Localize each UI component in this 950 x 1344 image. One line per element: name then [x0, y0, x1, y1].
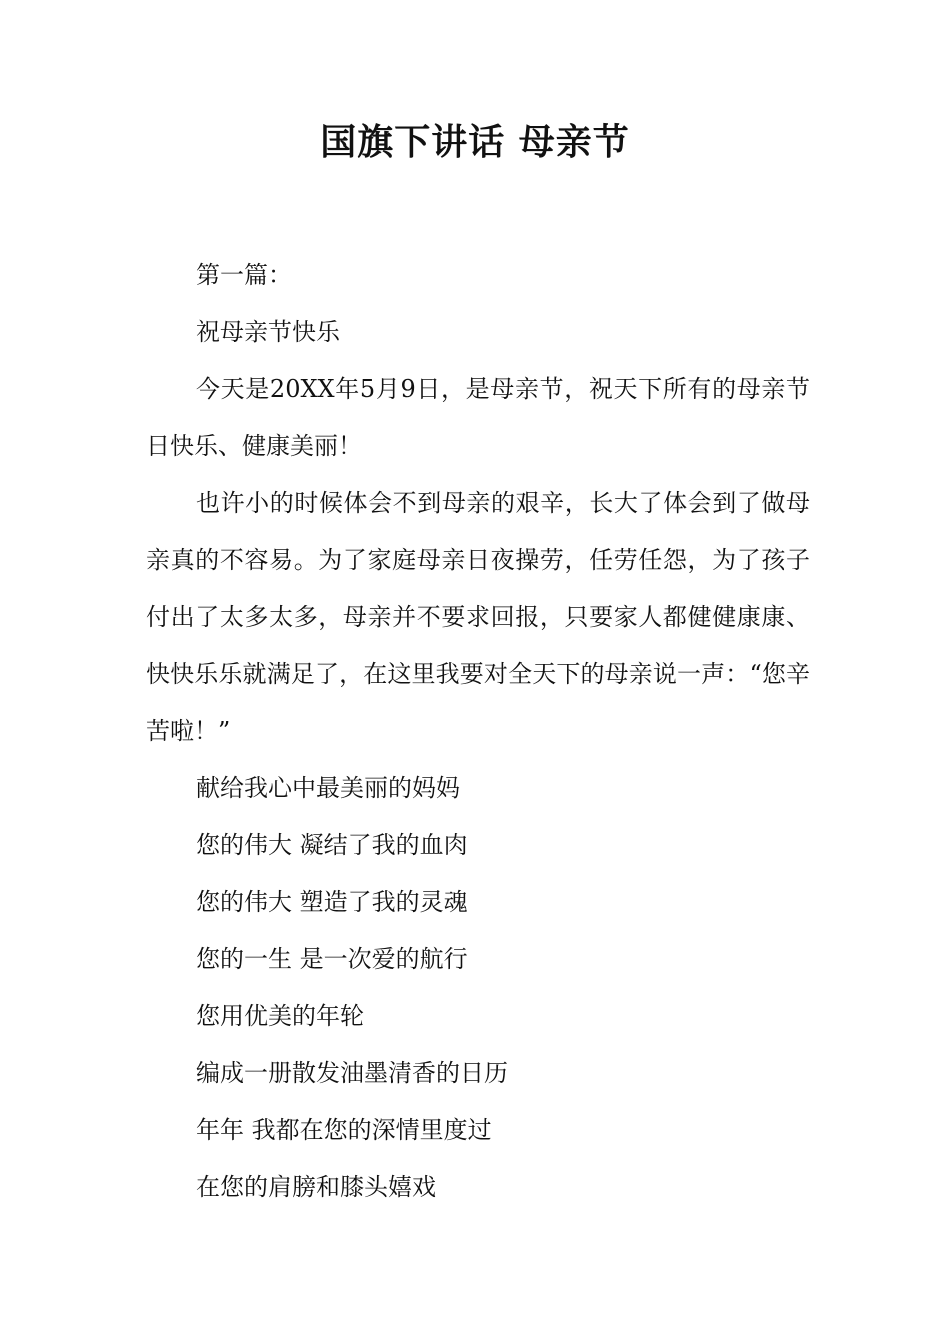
poem-line: 您的伟大 凝结了我的血肉	[196, 831, 468, 859]
poem-line: 献给我心中最美丽的妈妈	[196, 774, 460, 802]
poem-line: 您的一生 是一次爱的航行	[196, 945, 468, 973]
poem-line: 在您的肩膀和膝头嬉戏	[196, 1173, 436, 1201]
document-title: 国旗下讲话 母亲节	[320, 122, 630, 163]
poem-line: 您的伟大 塑造了我的灵魂	[196, 888, 468, 916]
poem-line: 编成一册散发油墨清香的日历	[196, 1059, 508, 1087]
paragraph-date-greeting: 今天是20XX年5月9日，是母亲节，祝天下所有的母亲节日快乐、健康美丽！	[146, 375, 810, 460]
poem-line: 您用优美的年轮	[196, 1002, 364, 1030]
paragraph-heading: 祝母亲节快乐	[196, 318, 340, 346]
poem-line: 年年 我都在您的深情里度过	[196, 1116, 492, 1144]
paragraph-section-label: 第一篇：	[196, 261, 292, 289]
paragraph-main: 也许小的时候体会不到母亲的艰辛，长大了体会到了做母亲真的不容易。为了家庭母亲日夜操劳，任劳任怨，为了孩子付出了太多太多，母亲并不要求回报，只要家人都健健康康、快快乐乐就满足了，在这里我要对全天下的母亲说一声：“您辛苦啦！”	[146, 489, 810, 745]
document-body	[146, 247, 810, 1216]
